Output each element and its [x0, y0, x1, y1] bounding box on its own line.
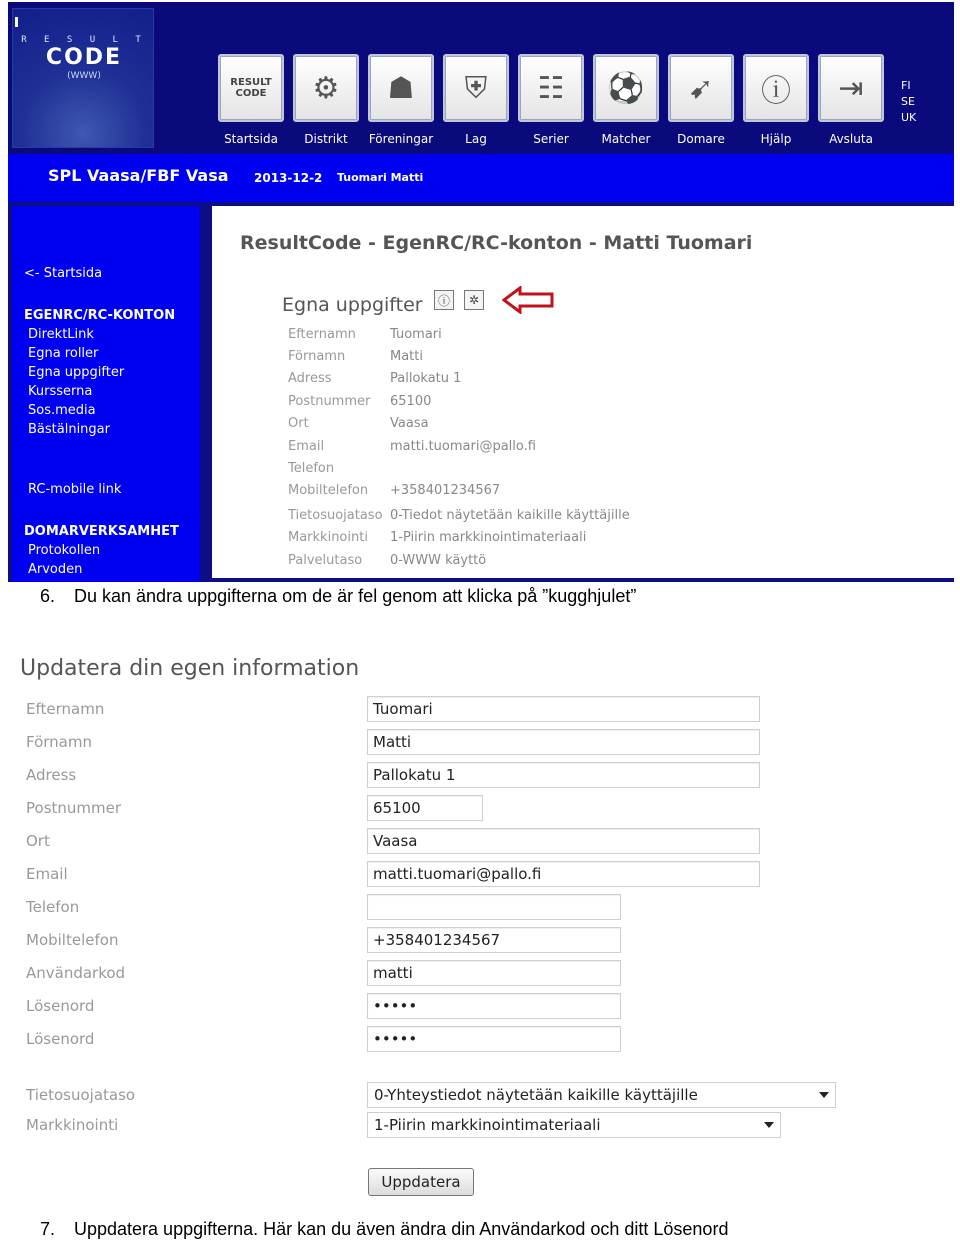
- match-shield-icon: ⚽: [593, 54, 659, 122]
- step-text: Du kan ändra uppgifterna om de är fel genom att klicka på ”kugghjulet”: [74, 586, 637, 606]
- field-value: Vaasa: [390, 416, 429, 431]
- field-value: Pallokatu 1: [390, 371, 462, 386]
- field-label: Postnummer: [288, 394, 371, 409]
- markkinointi-select[interactable]: [367, 1112, 781, 1138]
- instruction-step-7: [40, 1219, 728, 1240]
- current-user: Tuomari Matti: [337, 171, 424, 184]
- exit-door-icon: ⇥: [818, 54, 884, 122]
- nav-matcher[interactable]: [591, 54, 661, 146]
- series-bracket-icon: ☷: [518, 54, 584, 122]
- sidebar-item-arvoden[interactable]: Arvoden: [28, 562, 83, 577]
- lang-uk[interactable]: UK: [901, 111, 917, 124]
- field-value: Tuomari: [390, 327, 442, 342]
- label-email: Email: [26, 865, 68, 883]
- sidebar-section-egenrc: EGENRC/RC-KONTON: [24, 308, 176, 323]
- label-adress: Adress: [26, 766, 77, 784]
- nav-label: Avsluta: [829, 132, 873, 146]
- people-group-icon: ☗: [368, 54, 434, 122]
- efternamn-input[interactable]: Tuomari: [367, 696, 760, 722]
- nav-label: Hjälp: [760, 132, 792, 146]
- label-markkinointi: Markkinointi: [26, 1116, 119, 1134]
- info-icon[interactable]: ⓘ: [434, 290, 454, 310]
- label-postnummer: Postnummer: [26, 799, 122, 817]
- chevron-down-icon: [764, 1122, 774, 1128]
- page-title: ResultCode - EgenRC/RC-konton - Matti Tuomari: [240, 232, 753, 254]
- field-value: 1-Piirin markkinointimateriaali: [390, 530, 587, 545]
- nav-startsida[interactable]: [216, 54, 286, 146]
- sidebar-back-link[interactable]: <- Startsida: [24, 266, 103, 281]
- step-number: 6.: [40, 586, 56, 606]
- field-label: Efternamn: [288, 327, 356, 342]
- field-label: Förnamn: [288, 349, 346, 364]
- field-value: matti.tuomari@pallo.fi: [390, 439, 536, 454]
- step-text: Uppdatera uppgifterna. Här kan du även ändra din Användarkod och ditt Lösenord: [74, 1219, 729, 1239]
- postnummer-input[interactable]: 65100: [367, 795, 483, 821]
- label-losenord-confirm: Lösenord: [26, 1030, 95, 1048]
- resultcode-screenshot: [8, 2, 954, 582]
- sidebar-section-domarverksamhet: DOMARVERKSAMHET: [24, 524, 179, 539]
- field-label: Ort: [288, 416, 309, 431]
- nav-label: Serier: [533, 132, 569, 146]
- nav-foreningar[interactable]: [366, 54, 436, 146]
- sidebar-item-bastalningar[interactable]: Bästälningar: [28, 422, 110, 437]
- label-fornamn: Förnamn: [26, 733, 92, 751]
- sidebar-item-protokollen[interactable]: Protokollen: [28, 543, 101, 558]
- selected-value: 0-Yhteystiedot näytetään kaikille käyttäjille: [374, 1086, 698, 1104]
- nav-label: Startsida: [224, 132, 278, 146]
- field-value: 65100: [390, 394, 432, 409]
- update-button[interactable]: Uppdatera: [368, 1168, 474, 1196]
- tietosuojataso-select[interactable]: [367, 1082, 836, 1108]
- field-label: Palvelutaso: [288, 553, 363, 568]
- nav-label: Matcher: [601, 132, 651, 146]
- mobiltelefon-input[interactable]: +358401234567: [367, 927, 621, 953]
- field-value: 0-Tiedot näytetään kaikille käyttäjille: [390, 508, 630, 523]
- nav-serier[interactable]: [516, 54, 586, 146]
- nav-label: Domare: [677, 132, 725, 146]
- gear-icon[interactable]: ✲: [464, 290, 484, 310]
- form-title: Updatera din egen information: [20, 656, 360, 681]
- fornamn-input[interactable]: Matti: [367, 729, 760, 755]
- nav-avsluta[interactable]: [816, 54, 886, 146]
- instruction-step-6: [40, 586, 636, 607]
- resultcode-logo-icon: RESULT CODE: [218, 54, 284, 122]
- label-ort: Ort: [26, 832, 50, 850]
- info-icon: ⓘ: [743, 54, 809, 122]
- losenord-input[interactable]: •••••: [367, 993, 621, 1019]
- team-crest-icon: ⛨: [443, 54, 509, 122]
- label-efternamn: Efternamn: [26, 700, 105, 718]
- losenord-confirm-input[interactable]: •••••: [367, 1026, 621, 1052]
- anvandarkod-input[interactable]: matti: [367, 960, 621, 986]
- field-label: Tietosuojataso: [288, 508, 383, 523]
- field-value: 0-WWW käyttö: [390, 553, 487, 568]
- label-anvandarkod: Användarkod: [26, 964, 126, 982]
- ort-input[interactable]: Vaasa: [367, 828, 760, 854]
- field-label: Telefon: [288, 461, 335, 476]
- email-input[interactable]: matti.tuomari@pallo.fi: [367, 861, 760, 887]
- field-label: Markkinointi: [288, 530, 368, 545]
- resultcode-logo[interactable]: [12, 8, 154, 148]
- lang-fi[interactable]: FI: [901, 79, 911, 92]
- sidebar-item-kursserna[interactable]: Kursserna: [28, 384, 93, 399]
- field-label: Adress: [288, 371, 332, 386]
- current-date: 2013-12-2: [254, 171, 323, 185]
- top-header: [8, 2, 954, 154]
- label-mobiltelefon: Mobiltelefon: [26, 931, 119, 949]
- sidebar: [12, 206, 200, 582]
- logo-sub-text: (WWW): [67, 71, 101, 81]
- telefon-input[interactable]: [367, 894, 621, 920]
- nav-label: Lag: [465, 132, 487, 146]
- step-number: 7.: [40, 1219, 56, 1239]
- sidebar-item-sos-media[interactable]: Sos.media: [28, 403, 96, 418]
- sidebar-item-direktlink[interactable]: DirektLink: [28, 327, 94, 342]
- red-arrow-icon: [502, 286, 556, 314]
- field-value: Matti: [390, 349, 423, 364]
- whistle-icon: ➹: [668, 54, 734, 122]
- language-switcher: [901, 78, 916, 126]
- logo-main-text: CODE: [45, 45, 123, 70]
- sidebar-item-egna-uppgifter[interactable]: Egna uppgifter: [28, 365, 125, 380]
- logo-top-text: R E S U L T: [21, 35, 147, 45]
- nav-lag[interactable]: [441, 54, 511, 146]
- nav-hjalp[interactable]: [741, 54, 811, 146]
- nav-domare[interactable]: [666, 54, 736, 146]
- logo-mark: [15, 17, 18, 27]
- label-tietosuojataso: Tietosuojataso: [26, 1086, 136, 1104]
- section-title: Egna uppgifter: [282, 294, 423, 316]
- sidebar-item-rc-mobile[interactable]: RC-mobile link: [28, 482, 122, 497]
- field-value: +358401234567: [390, 483, 501, 498]
- label-telefon: Telefon: [26, 898, 80, 916]
- label-losenord: Lösenord: [26, 997, 95, 1015]
- selected-value: 1-Piirin markkinointimateriaali: [374, 1116, 601, 1134]
- org-name: SPL Vaasa/FBF Vasa: [48, 166, 229, 185]
- main-content: [212, 206, 954, 578]
- sidebar-item-egna-roller[interactable]: Egna roller: [28, 346, 99, 361]
- nav-label: Föreningar: [368, 132, 434, 146]
- adress-input[interactable]: Pallokatu 1: [367, 762, 760, 788]
- nav-distrikt[interactable]: [291, 54, 361, 146]
- nav-label: Distrikt: [304, 132, 348, 146]
- field-label: Mobiltelefon: [288, 483, 369, 498]
- chevron-down-icon: [819, 1092, 829, 1098]
- lang-se[interactable]: SE: [901, 95, 915, 108]
- field-label: Email: [288, 439, 325, 454]
- network-icon: ⚙: [293, 54, 359, 122]
